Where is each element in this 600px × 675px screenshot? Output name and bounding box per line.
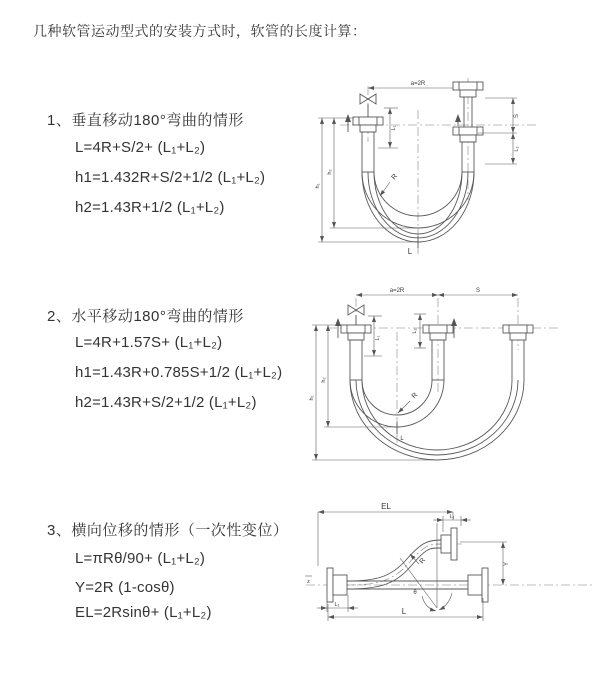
length-label: L (400, 436, 404, 442)
dim-label-s: S (514, 113, 520, 119)
dim-label-l1: L₁ (375, 335, 381, 341)
left-flange (341, 325, 371, 380)
dim-label-l2: L₂ (514, 146, 520, 152)
section2-formula-h1: h1=1.43R+0.785S+1/2 (L₁+L₂) (75, 364, 283, 381)
dim-label-l: L (401, 607, 407, 616)
radius-label: R (410, 391, 420, 401)
dim-label-h2: h₂ (327, 169, 333, 175)
dimension-l (328, 598, 483, 621)
dim-label-h1: h₁ (315, 183, 321, 189)
dimension-s (478, 98, 520, 133)
dimension-h2 (327, 118, 420, 228)
dimension-el (318, 502, 453, 566)
dimension-s (438, 288, 518, 295)
centerlines (340, 78, 538, 254)
valve-icon (348, 305, 364, 325)
radius-callout (380, 173, 399, 196)
dim-label-h2: h₂ (321, 377, 327, 383)
dimension-a2r (356, 288, 438, 295)
dim-label-a2r: a=2R (389, 288, 405, 294)
left-flange (353, 117, 383, 172)
section3-heading: 3、横向位移的情形（一次性变位） (47, 522, 289, 539)
dimension-h1 (309, 325, 440, 460)
section1-heading: 1、垂直移动180°弯曲的情形 (47, 112, 244, 129)
theta-label: θ (413, 590, 417, 596)
section3-formula-y: Y=2R (1-cosθ) (75, 579, 175, 596)
section2-heading: 2、水平移动180°弯曲的情形 (47, 308, 244, 325)
radius-label: R (390, 172, 400, 182)
datum-mark (305, 576, 312, 585)
diagram-lateral-displacement (300, 498, 598, 630)
braided-hose-left (350, 340, 362, 380)
section1-formula-l: L=4R+S/2+ (L₁+L₂) (75, 139, 206, 156)
section1-formula-h2: h2=1.43R+1/2 (L₁+L₂) (75, 199, 225, 216)
section1-formula-h1: h1=1.432R+S/2+1/2 (L₁+L₂) (75, 169, 266, 186)
dim-label-y: Y (504, 561, 510, 567)
section2-formula-l: L=4R+1.57S+ (L₁+L₂) (75, 334, 223, 351)
length-label: L (407, 247, 413, 256)
hose-u-arcs (350, 380, 524, 460)
displaced-hose-curve (347, 540, 441, 589)
dim-label-a2r: a=2R (410, 81, 426, 87)
length-callout (397, 422, 404, 442)
left-flange (327, 568, 347, 602)
section2-formula-h2: h2=1.43R+S/2+1/2 (L₁+L₂) (75, 394, 257, 411)
dim-label-el: EL (381, 502, 391, 511)
radius-label: R (418, 556, 428, 566)
right-flange (468, 568, 488, 602)
right-flange-displaced (503, 325, 533, 380)
dim-label-l1: L₁ (391, 125, 397, 131)
section3-formula-l: L=πRθ/90+ (L₁+L₂) (75, 550, 206, 567)
dimension-l1 (364, 316, 382, 356)
dim-label-h1: h₁ (309, 395, 315, 401)
dim-label-s: S (475, 288, 481, 294)
diagram-vertical-180-bend (310, 72, 560, 262)
valve-icon (360, 94, 376, 117)
dim-label-l1-bottom: L₁ (334, 602, 340, 608)
dimension-l1 (378, 108, 398, 148)
dim-label-l1-top: L₁ (449, 514, 455, 520)
length-callout (408, 236, 418, 256)
upper-flange (441, 528, 457, 560)
diagram-horizontal-180-bend (308, 280, 568, 472)
dimension-l2 (485, 133, 520, 164)
page-title: 几种软管运动型式的安装方式时，软管的长度计算： (33, 23, 367, 39)
dimension-l1-bottom (317, 595, 358, 612)
dim-label-l2: L₂ (412, 328, 418, 334)
section3-formula-el: EL=2Rsinθ+ (L₁+L₂) (75, 604, 212, 621)
datum-label: z (307, 579, 310, 585)
